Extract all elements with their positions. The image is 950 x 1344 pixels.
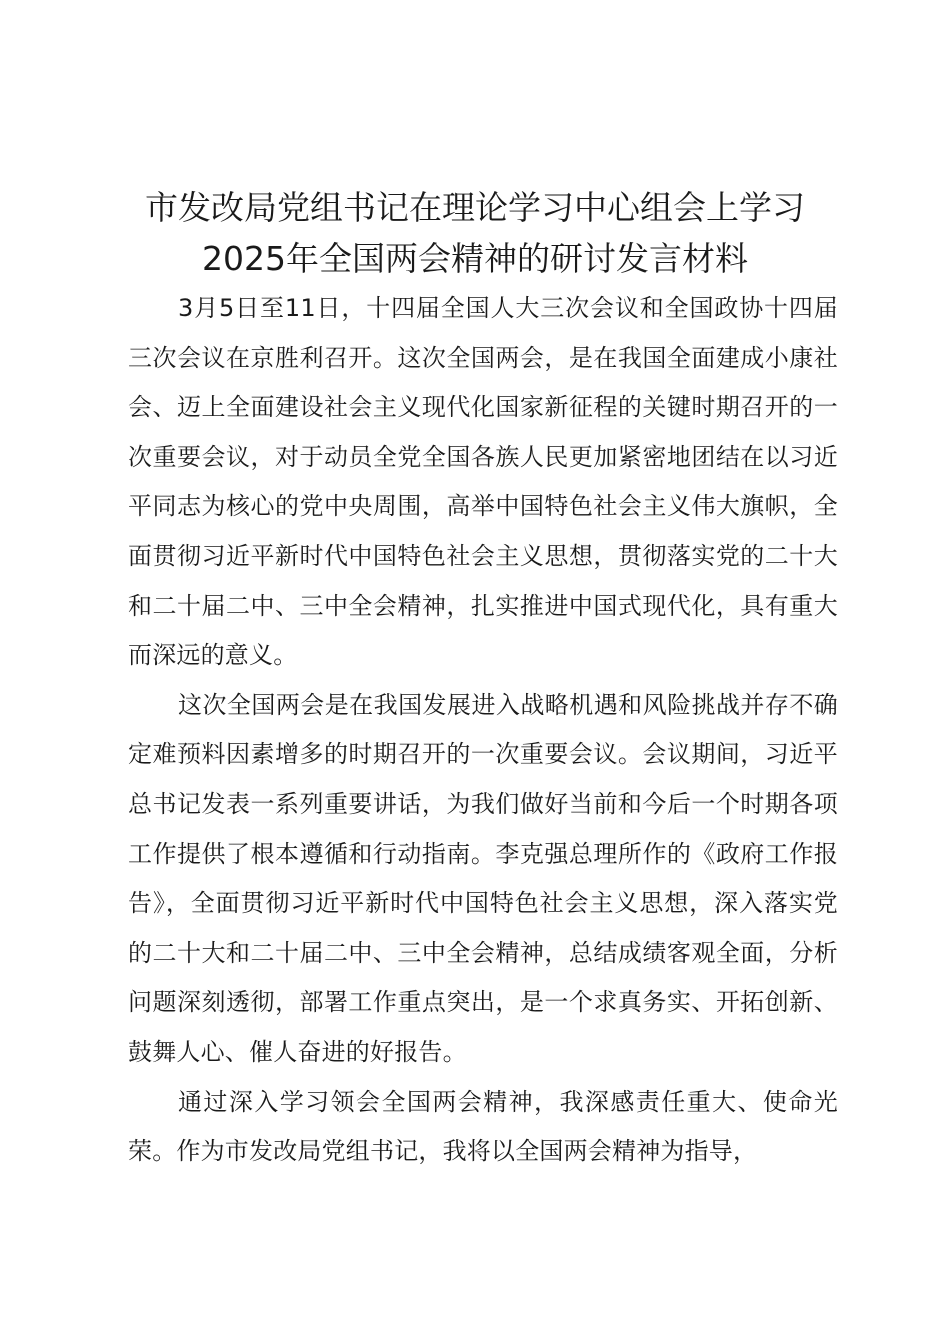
title-line-1: 市发改局党组书记在理论学习中心组会上学习 [145,188,805,227]
document-title [100,182,850,284]
paragraph-1: 3月5日至11日，十四届全国人大三次会议和全国政协十四届三次会议在京胜利召开。这次全国两会，是在我国全面建成小康社会、迈上全面建设社会主义现代化国家新征程的关键时期召开的一次重要会议，对于动员全党全国各族人民更加紧密地团结在以习近平同志为核心的党中央周围，高举中国特色社会主义伟大旗帜，全面贯彻习近平新时代中国特色社会主义思想，贯彻落实党的二十大和二十届二中、三中全会精神，扎实推进中国式现代化，具有重大而深远的意义。 [128,294,838,670]
paragraph-3: 通过深入学习领会全国两会精神，我深感责任重大、使命光荣。作为市发改局党组书记，我将以全国两会精神为指导， [128,1087,838,1166]
title-line-2: 2025年全国两会精神的研讨发言材料 [202,239,748,278]
document-body [128,284,838,1177]
paragraph-2: 这次全国两会是在我国发展进入战略机遇和风险挑战并存不确定难预料因素增多的时期召开的一次重要会议。会议期间，习近平总书记发表一系列重要讲话，为我们做好当前和今后一个时期各项工作提供了根本遵循和行动指南。李克强总理所作的《政府工作报告》，全面贯彻习近平新时代中国特色社会主义思想，深入落实党的二十大和二十届二中、三中全会精神，总结成绩客观全面，分析问题深刻透彻，部署工作重点突出，是一个求真务实、开拓创新、鼓舞人心、催人奋进的好报告。 [128,690,838,1066]
